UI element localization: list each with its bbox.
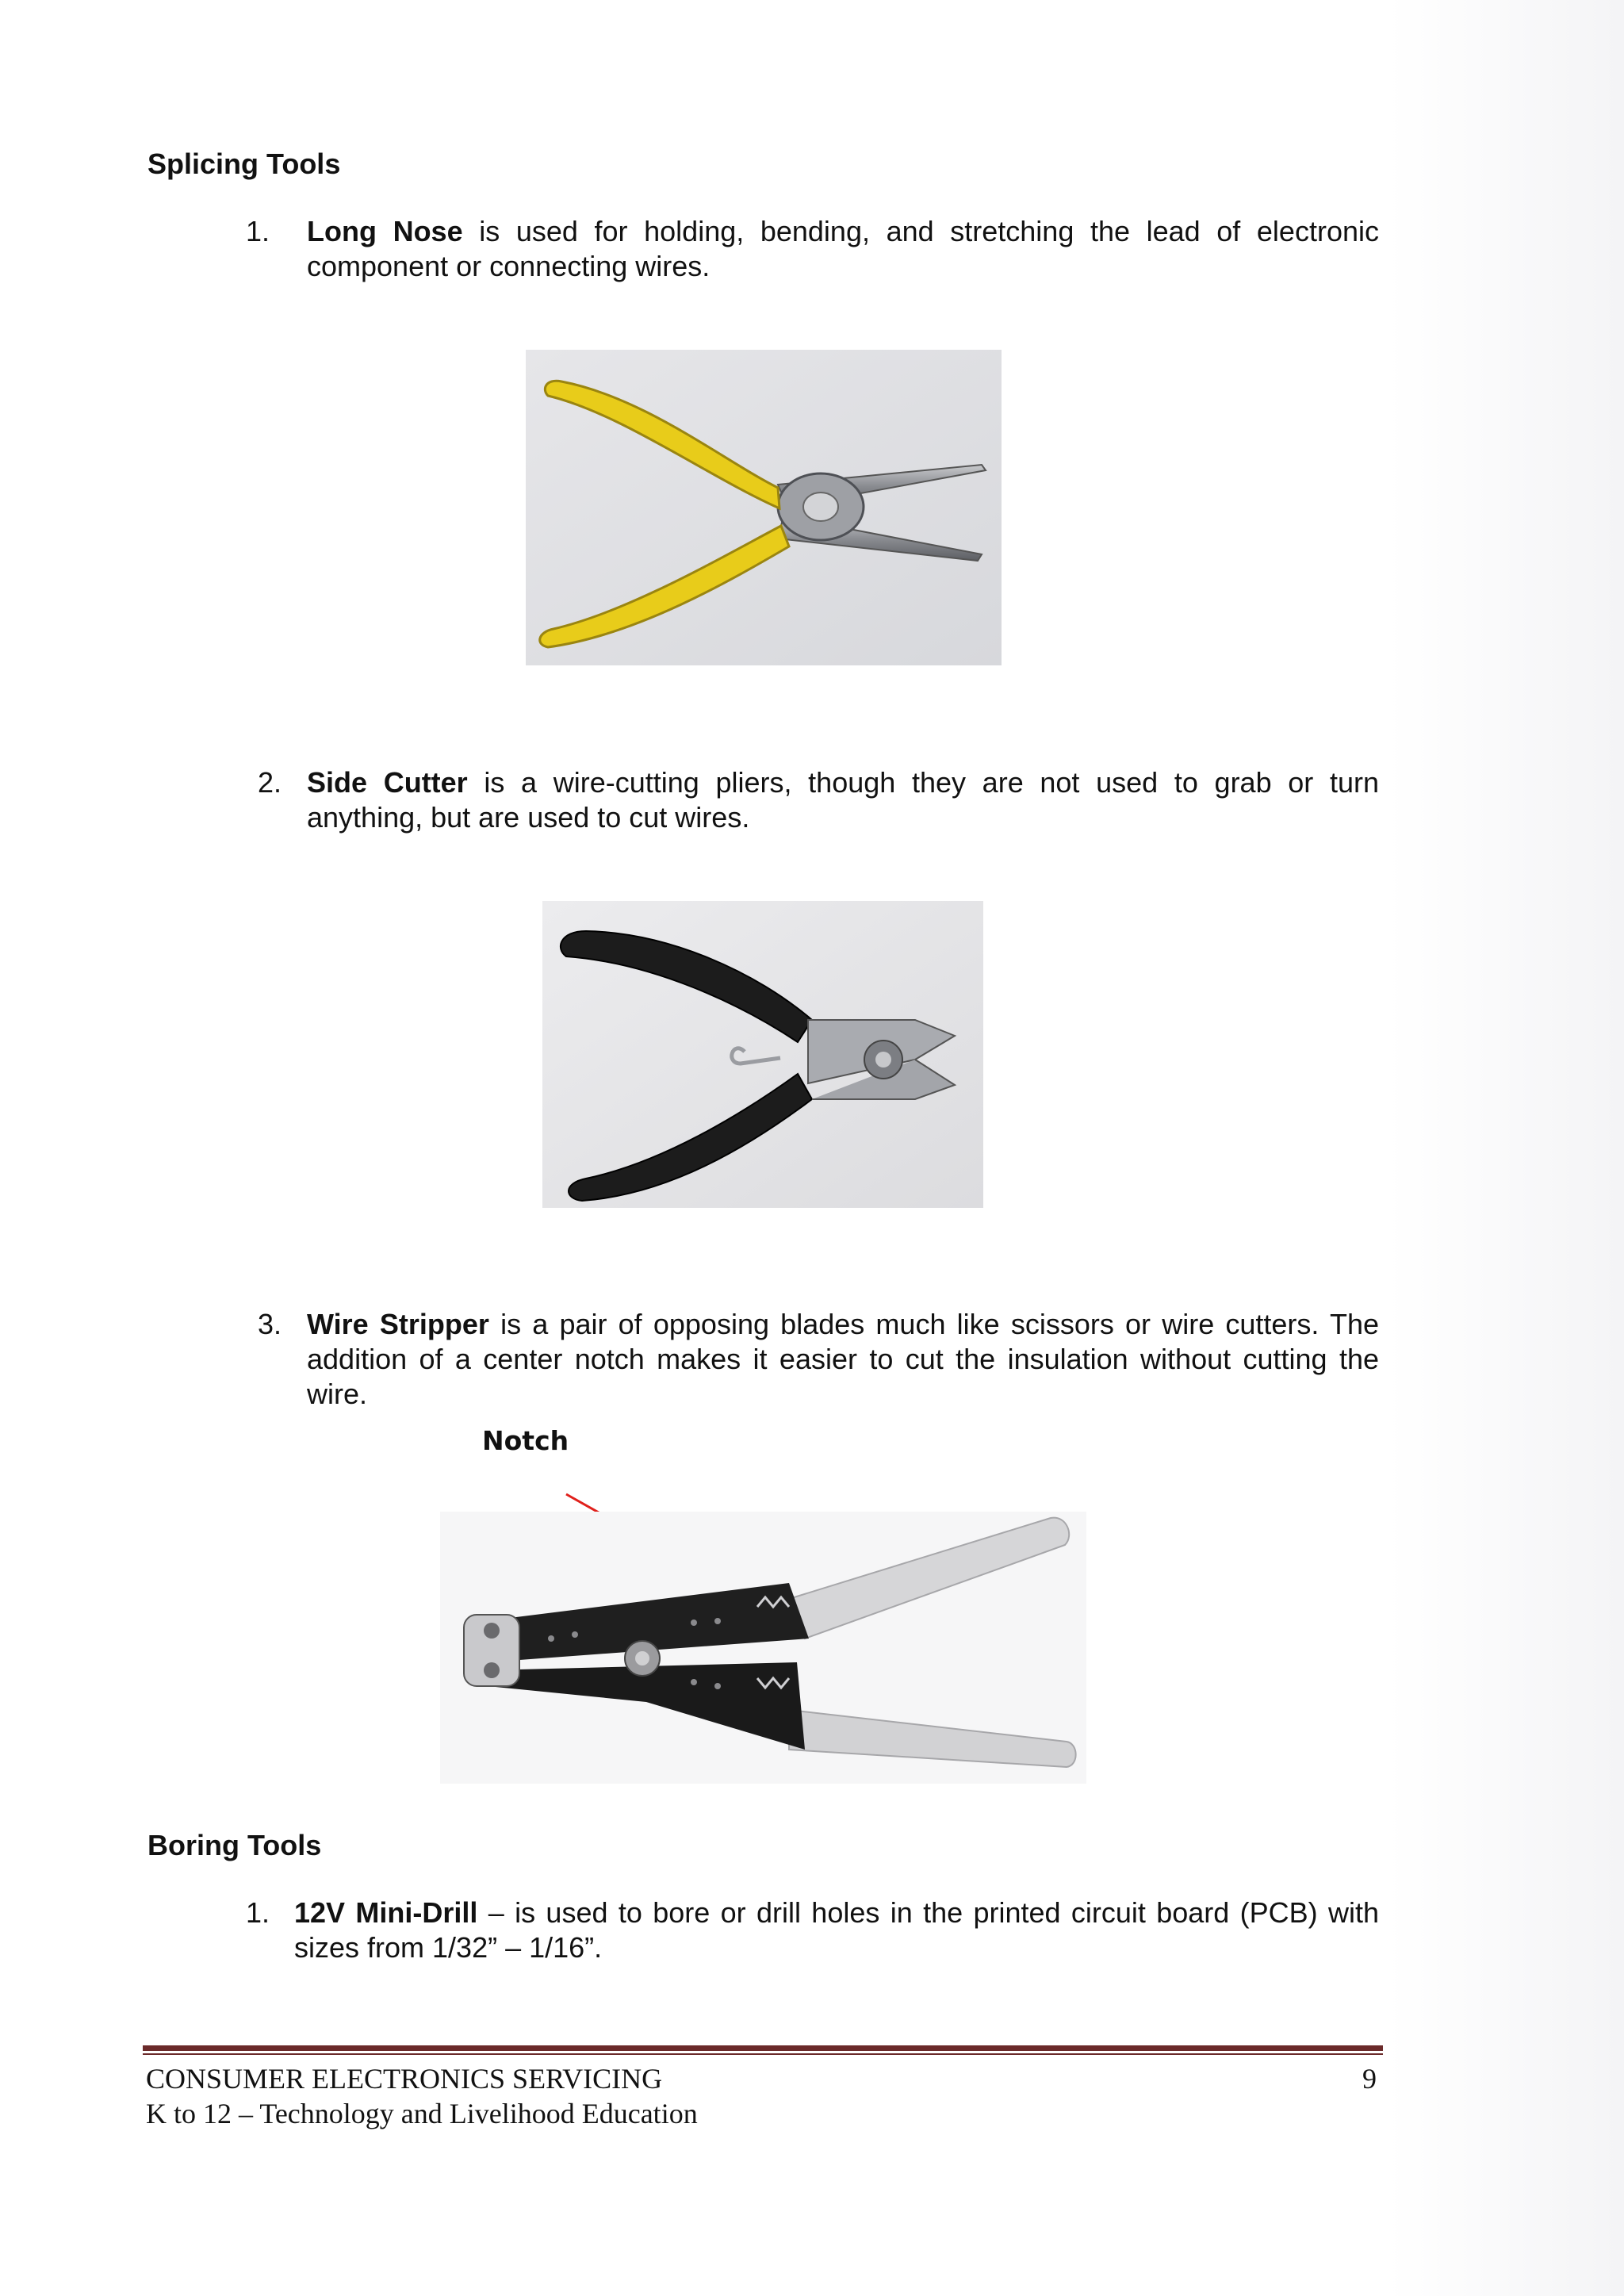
footer-program-title: K to 12 – Technology and Livelihood Education bbox=[146, 2098, 698, 2129]
item-term: 12V Mini-Drill bbox=[294, 1896, 478, 1929]
item-number: 1. bbox=[246, 215, 270, 247]
section-heading-splicing-tools: Splicing Tools bbox=[147, 148, 341, 180]
notch-label: Notch bbox=[482, 1425, 569, 1456]
side-cutter-image bbox=[542, 901, 983, 1208]
item-description: is used for holding, bending, and stretching the lead of electronic component or connecting wires. bbox=[307, 215, 1379, 282]
section-heading-boring-tools: Boring Tools bbox=[147, 1829, 322, 1861]
list-item-side-cutter bbox=[307, 765, 1379, 835]
item-number: 1. bbox=[246, 1896, 270, 1929]
item-number: 3. bbox=[258, 1308, 282, 1340]
long-nose-pliers-image bbox=[526, 350, 1002, 665]
list-item-wire-stripper bbox=[307, 1307, 1379, 1412]
page-edge-shading bbox=[1388, 0, 1624, 2296]
page-number: 9 bbox=[1362, 2063, 1377, 2095]
list-item-long-nose bbox=[307, 214, 1379, 284]
item-description: is a wire-cutting pliers, though they are not used to grab or turn anything, but are used to cut wires. bbox=[307, 766, 1379, 834]
item-number: 2. bbox=[258, 766, 282, 799]
footer-course-title: CONSUMER ELECTRONICS SERVICING bbox=[146, 2063, 663, 2095]
item-term: Side Cutter bbox=[307, 766, 468, 799]
list-item-mini-drill bbox=[294, 1895, 1379, 1965]
item-term: Long Nose bbox=[307, 215, 463, 247]
wire-stripper-image bbox=[440, 1512, 1086, 1784]
footer-rule bbox=[143, 2045, 1383, 2055]
item-description: is a pair of opposing blades much like scissors or wire cutters. The addition of a center notch makes it easier to cut the insulation without cutting the wire. bbox=[307, 1308, 1379, 1410]
item-description: – is used to bore or drill holes in the printed circuit board (PCB) with sizes from 1/32” – 1/16”. bbox=[294, 1896, 1379, 1964]
item-term: Wire Stripper bbox=[307, 1308, 489, 1340]
